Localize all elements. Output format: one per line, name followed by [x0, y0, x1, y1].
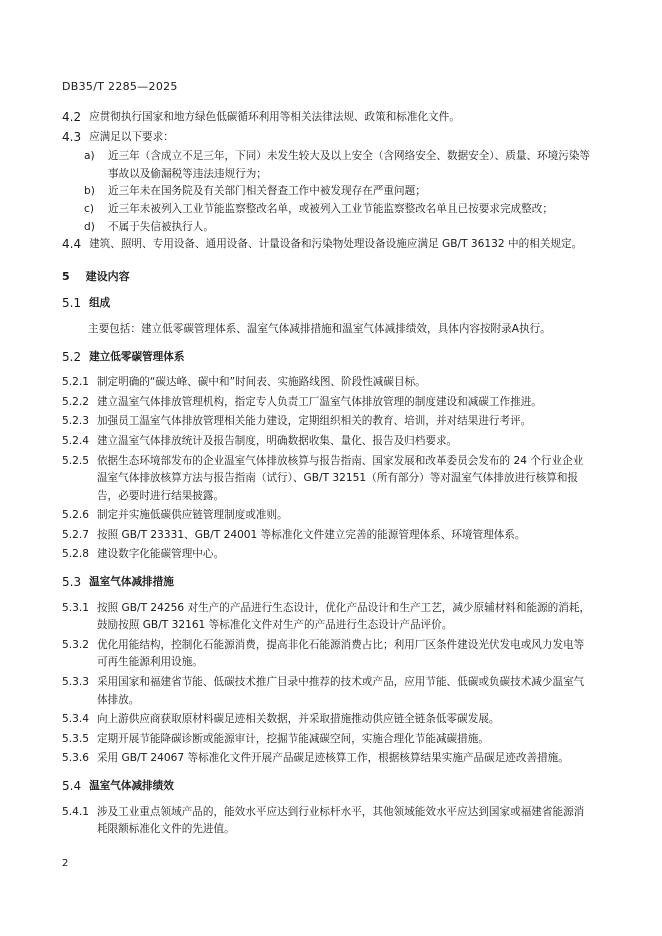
subclause	[62, 433, 592, 451]
subclause-number: 5.3.1	[62, 601, 89, 614]
subclause	[62, 711, 592, 729]
subclause	[62, 374, 592, 392]
subclause-number: 5.4.1	[62, 805, 89, 818]
subclause	[62, 546, 592, 564]
subclause-number: 5.2.2	[62, 395, 89, 408]
clause-number: 4.4	[62, 237, 82, 252]
list-item-label: c)	[84, 202, 94, 215]
subclause	[62, 600, 592, 635]
list-item	[62, 201, 592, 219]
subclause-text: 制定明确的“碳达峰、碳中和”时间表、实施路线图、阶段性减碳目标。	[96, 376, 426, 389]
section-number: 5.4	[62, 779, 82, 793]
subclause	[62, 453, 592, 506]
subclause-number: 5.3.2	[62, 638, 89, 651]
subclause	[62, 674, 592, 709]
subclause-text: 制定并实施低碳供应链管理制度或准则。	[96, 509, 288, 522]
subclause	[62, 731, 592, 749]
subclause-text: 建设数字化能碳管理中心。	[96, 548, 225, 561]
subclause-text: 建立温室气体排放管理机构，指定专人负责工厂温室气体排放管理的制度建设和减碳工作推进。	[96, 395, 542, 408]
page-number: 2	[62, 858, 69, 869]
subclause-number: 5.3.6	[62, 752, 89, 765]
clause-text: 应贯彻执行国家和地方绿色低碳循环利用等相关法律法规、政策和标准化文件。	[89, 111, 460, 123]
clause-number: 4.3	[62, 129, 82, 144]
subclause	[62, 750, 592, 768]
list-item-text: 近三年未被列入工业节能监察整改名单，或被列入工业节能监察整改名单且已按要求完成整改；	[108, 202, 553, 215]
document-body	[62, 109, 592, 841]
list-item-text: 近三年未在国务院及有关部门相关督查工作中被发现存在严重问题；	[108, 185, 426, 198]
list-item-text: 不属于失信被执行人。	[108, 220, 214, 233]
subclause-text: 依据生态环境部发布的企业温室气体排放核算与报告指南、国家发展和改革委员会发布的 24 个行业企业温室气体排放核算方法与报告指南（试行）、GB/T 32151（所有部分）等对温室气体排放进行核算和报告，必要时进行结果披露。	[96, 454, 584, 502]
subclause-number: 5.2.8	[62, 548, 89, 561]
subclause	[62, 413, 592, 431]
clause-4-2	[62, 109, 592, 127]
subclause-text: 采用 GB/T 24067 等标准化文件开展产品碳足迹核算工作，根据核算结果实施产品碳足迹改善措施。	[96, 752, 569, 765]
clause-text: 建筑、照明、专用设备、通用设备、计量设备和污染物处理设备设施应满足 GB/T 36132 中的相关规定。	[89, 238, 583, 251]
subclause-text: 按照 GB/T 23331、GB/T 24001 等标准化文件建立完善的能源管理体系、环境管理体系。	[96, 528, 526, 541]
section-title: 温室气体减排措施	[89, 576, 174, 589]
paragraph: 主要包括：建立低零碳管理体系、温室气体减排措施和温室气体减排绩效，具体内容按附录A执行。	[88, 322, 551, 335]
subclause	[62, 507, 592, 525]
subclause-number: 5.3.3	[62, 676, 89, 689]
subclause-number: 5.2.3	[62, 415, 89, 428]
subclause-number: 5.2.1	[62, 376, 89, 389]
section-title: 组成	[89, 297, 111, 310]
clause-number: 4.2	[62, 110, 82, 124]
clause-text: 应满足以下要求：	[89, 130, 174, 143]
subclause-number: 5.3.5	[62, 732, 89, 745]
subclause-number: 5.2.6	[62, 509, 89, 522]
section-heading	[62, 349, 592, 367]
section-number: 5.2	[62, 349, 82, 364]
subclause	[62, 394, 592, 412]
subclause-text: 加强员工温室气体排放管理相关能力建设，定期组织相关的教育、培训，并对结果进行考评。	[96, 415, 532, 428]
subclause-text: 建立温室气体排放统计及报告制度，明确数据收集、量化、报告及归档要求。	[96, 434, 458, 447]
section-title: 温室气体减排绩效	[89, 780, 174, 792]
subclause	[62, 527, 592, 545]
chapter-number: 5	[62, 269, 70, 283]
list-item-label: b)	[84, 185, 95, 198]
subclause	[62, 804, 592, 839]
clause-4-3	[62, 129, 592, 147]
standard-code: DB35/T 2285—2025	[62, 80, 178, 93]
section-heading	[62, 295, 592, 313]
subclause-number: 5.2.5	[62, 454, 89, 467]
list-item-label: d)	[84, 220, 95, 233]
section-heading	[62, 574, 592, 592]
list-item-text: 近三年（含成立不足三年，下同）未发生较大及以上安全（含网络安全、数据安全）、质量、环境污染等事故以及偷漏税等违法违规行为；	[108, 150, 591, 180]
subclause-number: 5.2.7	[62, 528, 89, 541]
section-title: 建立低零碳管理体系	[89, 350, 185, 363]
subclause-text: 向上游供应商获取原材料碳足迹相关数据，并采取措施推动供应链全链条低零碳发展。	[96, 713, 500, 726]
list-item	[62, 148, 592, 183]
subclause-text: 优化用能结构，控制化石能源消费，提高非化石能源消费占比；利用厂区条件建设光伏发电或风力发电等可再生能源利用设施。	[96, 638, 585, 669]
section-heading	[62, 778, 592, 796]
clause-4-4	[62, 236, 592, 254]
subclause-text: 定期开展节能降碳诊断或能源审计，挖掘节能减碳空间，实施合理化节能减碳措施。	[96, 732, 489, 745]
subclause-number: 5.3.4	[62, 713, 89, 726]
subclause	[62, 637, 592, 672]
list-item	[62, 183, 592, 201]
subclause-text: 涉及工业重点领域产品的，能效水平应达到行业标杆水平，其他领域能效水平应达到国家或福建省能源消耗限额标准化文件的先进值。	[96, 805, 585, 836]
subclause-text: 按照 GB/T 24256 对生产的产品进行生态设计，优化产品设计和生产工艺，减少原辅材料和能源的消耗，鼓励按照 GB/T 32161 等标准化文件对生产的产品进行生态设计产品评价。	[96, 601, 591, 632]
list-item	[62, 219, 592, 237]
subclause-number: 5.2.4	[62, 434, 89, 447]
section-number: 5.1	[62, 296, 82, 311]
subclause-text: 采用国家和福建省节能、低碳技术推广目录中推荐的技术或产品，应用节能、低碳或负碳技术减少温室气体排放。	[96, 676, 585, 706]
chapter-heading	[62, 268, 592, 286]
list-item-label: a)	[84, 150, 95, 163]
chapter-title: 建设内容	[85, 269, 130, 283]
section-number: 5.3	[62, 575, 82, 590]
